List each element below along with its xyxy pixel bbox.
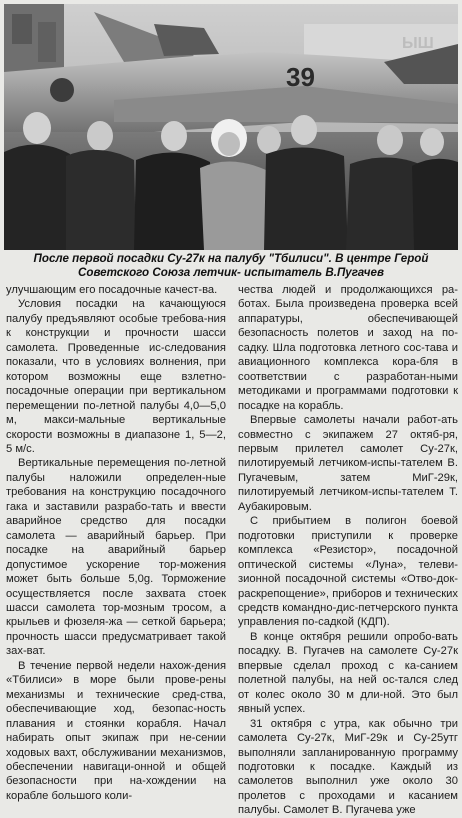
article-paragraph: В течение первой недели нахож-дения «Тбилиси» в море были прове-рены механизмы и технические сред-ства, обеспечивающие ход, безопас-ность плавания и стоянки корабля. Начал набирать опыт экипаж при не-сении ходовых вахт, обслуживании механизмов, обеспечении навигаци-онной и общей безопасности при на-хождении на корабле большого коли-	[6, 659, 226, 802]
article-right-column	[238, 283, 458, 817]
article-paragraph: Вертикальные перемещения по-летной палубы наложили определен-ные требования на конструкцию посадочного гака и заставили разрабо-тать и ввести аварийное средство для посадки самолета — аварийный барьер. При посадке на аварийный барьер допустимое ускорение тор-можения может быть больше 5,0g. Торможение осуществляется после захвата стоек шасси самолета тор-мозным тросом, а крыльев и фюзеля-жа — сеткой барьера; прочность шасси предусматривает такой зах-ват.	[6, 457, 226, 658]
group-photograph	[4, 4, 458, 250]
photo-caption: После первой посадки Су-27к на палубу "Тбилиси". В центре Герой Советского Союза летчик- испытатель В.Пугачев	[33, 252, 429, 279]
aircraft-number: 39	[286, 62, 315, 92]
article-paragraph: Условия посадки на качающуюся палубу предъявляют особые требова-ния к конструкции и прочности шасси самолета. Проведенные ис-следования показали, что в условиях волнения, при котором возможны еще взлетно-посадочные операции при вертикальном перемещении по-летной палубы 4,0—5,0 м, макси-мальные вертикальные скорости возможны в диапазоне 1, 5—2, 5 м/с.	[6, 298, 226, 455]
article-paragraph: Впервые самолеты начали работ-ать совместно с экипажем 27 октяб-ря, первым прилетел самолет Су-27к, пилотируемый летчиком-испы-тателем В. Пугачевым, затем МиГ-29к, пилотируемый летчиком-испы-тателем Т. Аубакировым.	[238, 414, 458, 513]
article-left-column	[6, 283, 226, 802]
article-body	[6, 283, 458, 817]
article-paragraph: 31 октября с утра, как обычно три самолета Су-27к, МиГ-29к и Су-25утг выполняли запланированную программу подготовки к посадке. Каждый из самолетов выполнил уже около 30 пролетов с проходами и касанием палубы. Самолет В. Пугачева уже	[238, 717, 458, 817]
article-paragraph: улучшающим его посадочные качест-ва.	[6, 284, 218, 296]
article-paragraph: В конце октября решили опробо-вать посадку. В. Пугачев на самолете Су-27к впервые сделал проход с ка-санием полетной палубы, на ней ос-тался след от колес около 30 м дли-ной. Это был явный успех.	[238, 630, 458, 716]
photo-scene	[4, 4, 458, 250]
background-lettering: ЫШ	[402, 35, 434, 52]
article-paragraph: С прибытием в полигон боевой подготовки приступили к проверке комплекса «Резистор», посадочной оптической системы «Луна», телеви-зионной посадочной системы «Отво-док-раскрепощение», приборов и технических средств командно-дис-петчерского пункта управления по-садкой (КДП).	[238, 515, 458, 629]
article-paragraph: чества людей и продолжающихся ра-ботах. Была произведена проверка всей аппаратуры, обеспечивающей безопасность полетов и заход на по-садку. Шла подготовка летного сос-тава и авиационного комплекса кора-бля в соответствии с разработан-ными методиками и программами подготовки к посадке на корабль.	[238, 284, 458, 412]
